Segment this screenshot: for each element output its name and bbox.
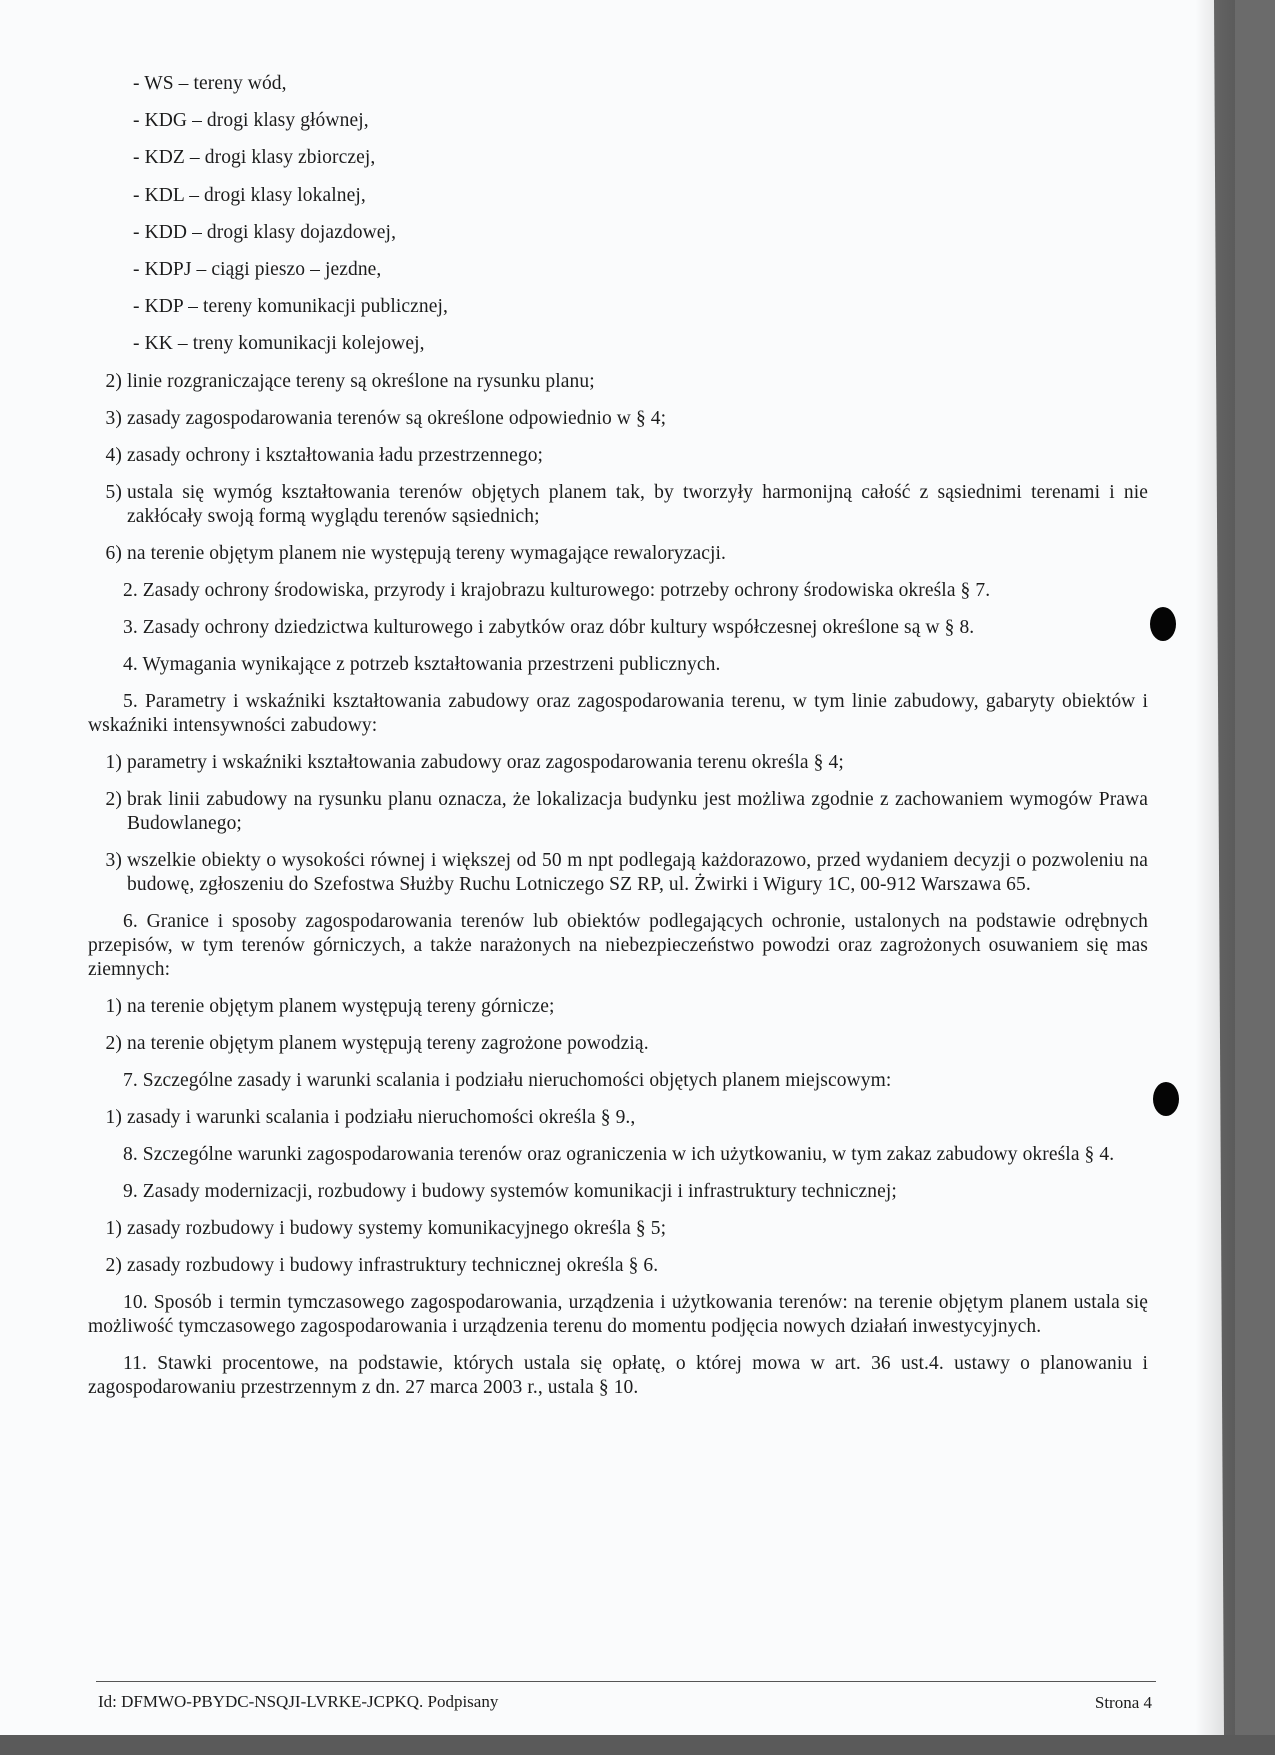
list-item xyxy=(100,1217,1148,1241)
item-text: linie rozgraniczające tereny są określone na rysunku planu; xyxy=(127,370,595,392)
paragraph-9: 9. Zasady modernizacji, rozbudowy i budowy systemów komunikacji i infrastruktury technicznej; xyxy=(123,1180,897,1202)
item-text: zasady rozbudowy i budowy systemy komunikacyjnego określa § 5; xyxy=(127,1217,667,1239)
document-id: Id: DFMWO-PBYDC-NSQJI-LVRKE-JCPKQ. Podpisany xyxy=(98,1692,499,1711)
list-item xyxy=(100,849,1148,897)
item-text: zasady zagospodarowania terenów są określone odpowiednio w § 4; xyxy=(127,407,667,429)
paragraph-2: 2. Zasady ochrony środowiska, przyrody i krajobrazu kulturowego: potrzeby ochrony środowiska określa § 7. xyxy=(123,579,991,601)
item-text: na terenie objętym planem nie występują tereny wymagające rewaloryzacji. xyxy=(127,542,726,564)
item-text: wszelkie obiekty o wysokości równej i większej od 50 m npt podlegają każdorazowo, przed wydaniem decyzji o pozwoleniu na budowę, zgłoszeniu do Szefostwa Służby Ruchu Lotniczego SZ RP, ul. Żwirki i Wigury 1C, 00-912 Warszawa 65. xyxy=(127,849,1148,895)
item-number: 3) xyxy=(105,849,122,871)
paragraph-6: 6. Granice i sposoby zagospodarowania terenów lub obiektów podlegających ochronie, ustalonych na podstawie odrębnych przepisów, w tym terenów górniczych, a także narażonych na niebezpieczeństwo powodzi oraz zagrożonych osuwaniem się mas ziemnych: xyxy=(88,910,1148,980)
item-text: zasady rozbudowy i budowy infrastruktury technicznej określa § 6. xyxy=(127,1254,659,1276)
list-item xyxy=(100,1106,1148,1130)
item-number: 2) xyxy=(105,1254,122,1276)
item-number: 1) xyxy=(105,1217,122,1239)
punch-hole-lower xyxy=(1153,1082,1179,1116)
zone-list xyxy=(88,72,1148,356)
paragraph-8: 8. Szczególne warunki zagospodarowania terenów oraz ograniczenia w ich użytkowaniu, w tym zakaz zabudowy określa § 4. xyxy=(123,1143,1115,1165)
list-item: - KDD – drogi klasy dojazdowej, xyxy=(133,221,397,243)
paragraph-4: 4. Wymagania wynikające z potrzeb kształtowania przestrzeni publicznych. xyxy=(123,653,721,675)
list-item xyxy=(100,444,1148,468)
paragraph-5: 5. Parametry i wskaźniki kształtowania zabudowy oraz zagospodarowania terenu, w tym linie zabudowy, gabaryty obiektów i wskaźniki intensywności zabudowy: xyxy=(88,690,1148,736)
item-text: na terenie objętym planem występują tereny górnicze; xyxy=(127,995,555,1017)
list-item: - KDPJ – ciągi pieszo – jezdne, xyxy=(133,258,382,280)
scanner-bed-strip xyxy=(0,1735,1275,1755)
item-text: zasady i warunki scalania i podziału nieruchomości określa § 9., xyxy=(127,1106,636,1128)
list-item xyxy=(100,542,1148,566)
item-number: 1) xyxy=(105,751,122,773)
list-item xyxy=(100,370,1148,394)
item-number: 4) xyxy=(105,444,122,466)
item-number: 3) xyxy=(105,407,122,429)
footer-divider xyxy=(96,1681,1156,1682)
list-item xyxy=(100,481,1148,529)
list-item xyxy=(100,788,1148,836)
page-edge-shadow xyxy=(1195,0,1235,1755)
list-item: - KDG – drogi klasy głównej, xyxy=(133,110,369,132)
item-number: 2) xyxy=(105,1032,122,1054)
item-number: 1) xyxy=(105,1106,122,1128)
paragraph-3: 3. Zasady ochrony dziedzictwa kulturowego i zabytków oraz dóbr kultury współczesnej określone są w § 8. xyxy=(123,616,975,638)
item-number: 2) xyxy=(105,370,122,392)
list-item: - KDZ – drogi klasy zbiorczej, xyxy=(133,147,376,169)
item-text: brak linii zabudowy na rysunku planu oznacza, że lokalizacja budynku jest możliwa zgodnie z zachowaniem wymogów Prawa Budowlanego; xyxy=(127,788,1148,834)
item-text: na terenie objętym planem występują tereny zagrożone powodzią. xyxy=(127,1032,649,1054)
paragraph-7: 7. Szczególne zasady i warunki scalania i podziału nieruchomości objętych planem miejscowym: xyxy=(123,1069,892,1091)
item-text: ustala się wymóg kształtowania terenów objętych planem tak, by tworzyły harmonijną całość z sąsiednimi terenami i nie zakłócały swoją formą wyglądu terenów sąsiednich; xyxy=(127,481,1148,527)
item-number: 1) xyxy=(105,995,122,1017)
item-text: zasady ochrony i kształtowania ładu przestrzennego; xyxy=(127,444,544,466)
document-body xyxy=(88,72,1148,1413)
list-item xyxy=(100,407,1148,431)
item-number: 6) xyxy=(105,542,122,564)
list-item: - KDL – drogi klasy lokalnej, xyxy=(133,184,366,206)
paragraph-10: 10. Sposób i termin tymczasowego zagospodarowania, urządzenia i użytkowania terenów: na terenie objętym planem ustala się możliwość tymczasowego zagospodarowania i urządzenia terenu do momentu podjęcia nowych działań inwestycyjnych. xyxy=(88,1291,1148,1337)
paragraph-11: 11. Stawki procentowe, na podstawie, których ustala się opłatę, o której mowa w art. 36 ust.4. ustawy o planowaniu i zagospodarowaniu przestrzennym z dn. 27 marca 2003 r., ustala § 10. xyxy=(88,1352,1148,1398)
list-item: - WS – tereny wód, xyxy=(133,73,287,94)
list-item xyxy=(100,1254,1148,1278)
punch-hole-upper xyxy=(1150,607,1176,641)
list-item: - KK – treny komunikacji kolejowej, xyxy=(133,333,425,355)
list-item xyxy=(100,751,1148,775)
item-text: parametry i wskaźniki kształtowania zabudowy oraz zagospodarowania terenu określa § 4; xyxy=(127,751,844,773)
list-item xyxy=(100,995,1148,1019)
page-number: Strona 4 xyxy=(1094,1693,1152,1712)
item-number: 2) xyxy=(105,788,122,810)
list-item: - KDP – tereny komunikacji publicznej, xyxy=(133,296,448,318)
item-number: 5) xyxy=(105,481,122,503)
list-item xyxy=(100,1032,1148,1056)
